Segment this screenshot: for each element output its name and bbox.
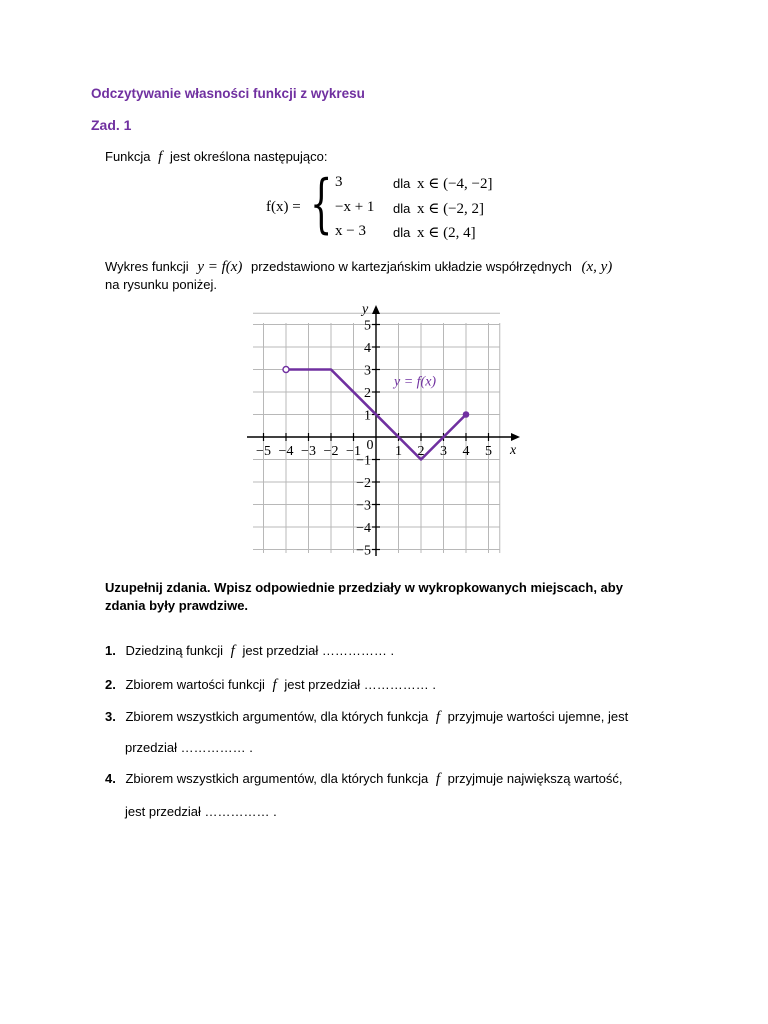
case-2-cond: x ∈ (−2, 2] (417, 201, 485, 217)
page-title: Odczytywanie własności funkcji z wykresu (91, 86, 365, 101)
y-axis-arrow (372, 305, 380, 314)
case-1-dla: dla (393, 176, 411, 191)
y-tick-label: 3 (364, 363, 371, 379)
x-tick-label: 5 (485, 444, 492, 459)
function-graph (230, 296, 530, 562)
y-tick-label: −2 (356, 476, 371, 491)
case-1-expr: 3 (335, 174, 343, 190)
question-1-pre: Dziedziną funkcji (125, 643, 224, 658)
closed-point (463, 411, 470, 418)
instructions-line-1: Uzupełnij zdania. Wpisz odpowiednie przedziały w wykropkowanych miejscach, aby (105, 580, 623, 595)
piecewise-brace: { (310, 167, 333, 241)
y-tick-label: 4 (364, 341, 371, 356)
question-4-number: 4. (105, 771, 116, 786)
y-tick-label: 1 (364, 408, 371, 424)
question-3-line-2: przedział …………… . (125, 740, 253, 755)
question-1-number: 1. (105, 643, 116, 658)
question-2-number: 2. (105, 677, 116, 692)
x-axis-label: x (510, 443, 517, 458)
x-tick-label: −4 (278, 444, 294, 459)
y-tick-label: 5 (364, 318, 371, 334)
case-3-expr: x − 3 (335, 223, 366, 239)
question-2-f: f (272, 677, 277, 693)
open-point (283, 367, 289, 373)
x-axis-arrow (511, 433, 520, 441)
question-3 (105, 709, 628, 726)
task-number: Zad. 1 (91, 117, 132, 133)
case-1-cond: x ∈ (−4, −2] (417, 176, 493, 192)
question-3-post: przyjmuje wartości ujemne, jest (447, 709, 629, 724)
case-2-expr: −x + 1 (335, 199, 375, 215)
y-tick-label: −3 (356, 498, 371, 514)
x-tick-label: −2 (323, 444, 339, 459)
tick-labels (256, 302, 517, 559)
x-tick-label: 2 (417, 444, 425, 459)
question-2-post: jest przedział …………… . (284, 677, 437, 692)
definition-intro (105, 149, 328, 166)
question-1-post: jest przedział …………… . (242, 643, 395, 658)
x-tick-label: −1 (346, 444, 361, 459)
question-4-pre: Zbiorem wszystkich argumentów, dla których funkcja (125, 771, 429, 786)
question-2 (105, 677, 436, 694)
graph-description (105, 259, 612, 276)
intro-pre: Funkcja (105, 149, 151, 164)
graph-desc-mid: przedstawiono w kartezjańskim układzie współrzędnych (251, 259, 572, 274)
question-1-f: f (230, 643, 235, 659)
intro-post: jest określona następująco: (169, 149, 328, 164)
curve-label: y = f(x) (394, 374, 437, 390)
question-2-pre: Zbiorem wartości funkcji (125, 677, 265, 692)
x-tick-label: −5 (256, 444, 271, 459)
y-axis-label: y (362, 302, 369, 317)
question-3-pre: Zbiorem wszystkich argumentów, dla których funkcja (125, 709, 429, 724)
case-3-cond: x ∈ (2, 4] (417, 225, 476, 241)
graph-desc-post: na rysunku poniżej. (105, 277, 218, 292)
x-tick-label: 1 (395, 444, 402, 459)
piecewise-lhs: f(x) = (266, 199, 301, 215)
y-tick-label: −5 (356, 543, 371, 559)
y-tick-label: 2 (364, 386, 371, 401)
x-tick-label: 3 (440, 444, 447, 459)
graph-desc-eq: y = f(x) (197, 259, 243, 275)
x-tick-label: −3 (301, 444, 316, 459)
case-3-dla: dla (393, 225, 411, 240)
function-symbol: f (158, 149, 163, 165)
y-tick-label: −4 (356, 521, 371, 536)
question-1 (105, 643, 394, 660)
question-4-post: przyjmuje największą wartość, (447, 771, 623, 786)
question-4-line-2: jest przedział …………… . (125, 804, 277, 819)
y-tick-label: −1 (356, 453, 371, 469)
graph-desc-pre: Wykres funkcji (105, 259, 189, 274)
graph-desc-xy: (x, y) (581, 259, 613, 275)
question-3-number: 3. (105, 709, 116, 724)
x-tick-label: 4 (462, 444, 470, 459)
question-3-f: f (435, 709, 440, 725)
case-2-dla: dla (393, 201, 411, 216)
axes (247, 305, 520, 556)
question-4 (105, 771, 622, 788)
question-4-f: f (435, 771, 440, 787)
origin-label: 0 (366, 438, 374, 453)
instructions-line-2: zdania były prawdziwe. (105, 598, 249, 613)
